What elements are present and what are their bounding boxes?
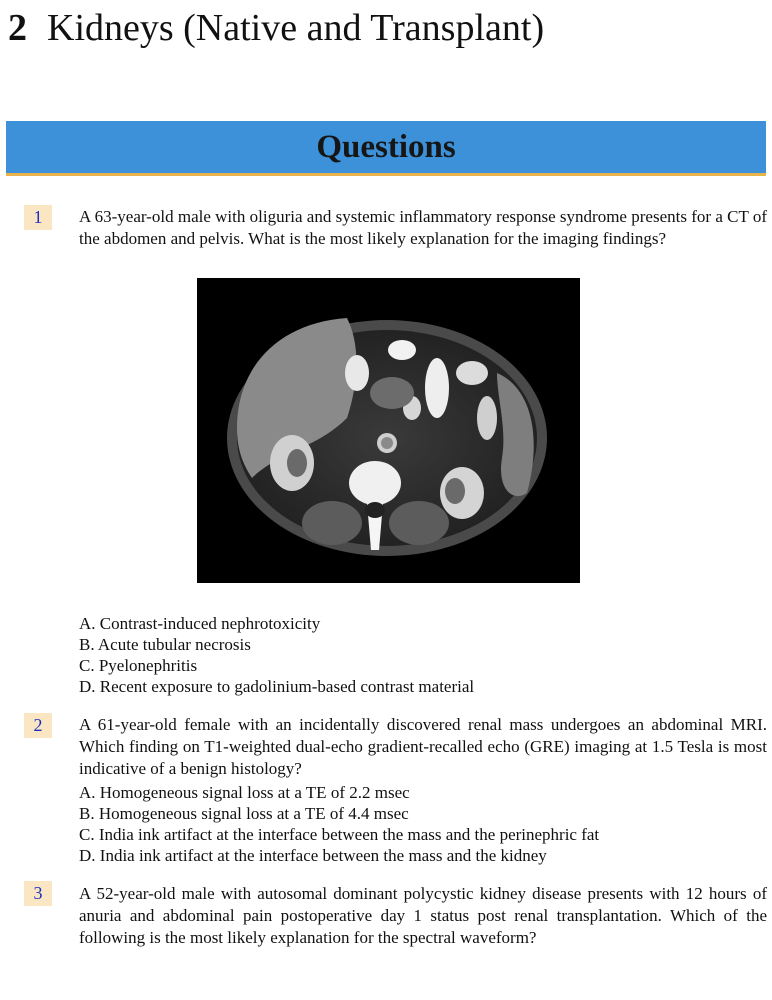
question-3-number: 3 bbox=[24, 881, 52, 906]
banner-title: Questions bbox=[316, 128, 456, 165]
question-1-stem: A 63-year-old male with oliguria and systemic inflammatory response syndrome presents for a CT of the abdomen and pelvis. What is the most likely explanation for the imaging findings? bbox=[79, 207, 767, 248]
question-1-option-b[interactable]: B. Acute tubular necrosis bbox=[79, 635, 251, 654]
question-3-stem: A 52-year-old male with autosomal dominant polycystic kidney disease presents with 12 hours of anuria and abdominal pain postoperative day 1 status post renal transplantation. Which of the following is the most likely explanation for the spectral waveform? bbox=[79, 884, 767, 947]
question-1-options bbox=[79, 613, 767, 697]
ct-scan-image bbox=[197, 278, 580, 583]
question-1-option-c[interactable]: C. Pyelonephritis bbox=[79, 656, 198, 675]
questions-banner bbox=[6, 121, 766, 176]
question-2-option-d[interactable]: D. India ink artifact at the interface between the mass and the kidney bbox=[79, 846, 547, 865]
question-2-options bbox=[79, 782, 767, 866]
question-1-number: 1 bbox=[24, 205, 52, 230]
chapter-title: Kidneys (Native and Transplant) bbox=[47, 7, 545, 49]
question-1-option-d[interactable]: D. Recent exposure to gadolinium-based contrast material bbox=[79, 677, 475, 696]
question-2-number: 2 bbox=[24, 713, 52, 738]
chapter-number: 2 bbox=[8, 7, 27, 49]
chapter-heading bbox=[8, 6, 544, 50]
question-2-stem: A 61-year-old female with an incidentally discovered renal mass undergoes an abdominal MRI. Which finding on T1-weighted dual-echo gradient-recalled echo (GRE) imaging at 1.5 Tesla is most indicative of a benign histology? bbox=[79, 715, 767, 778]
question-2-option-b[interactable]: B. Homogeneous signal loss at a TE of 4.4 msec bbox=[79, 804, 409, 823]
question-2-option-c[interactable]: C. India ink artifact at the interface between the mass and the perinephric fat bbox=[79, 825, 600, 844]
question-2-option-a[interactable]: A. Homogeneous signal loss at a TE of 2.2 msec bbox=[79, 783, 410, 802]
question-1-option-a[interactable]: A. Contrast-induced nephrotoxicity bbox=[79, 614, 321, 633]
